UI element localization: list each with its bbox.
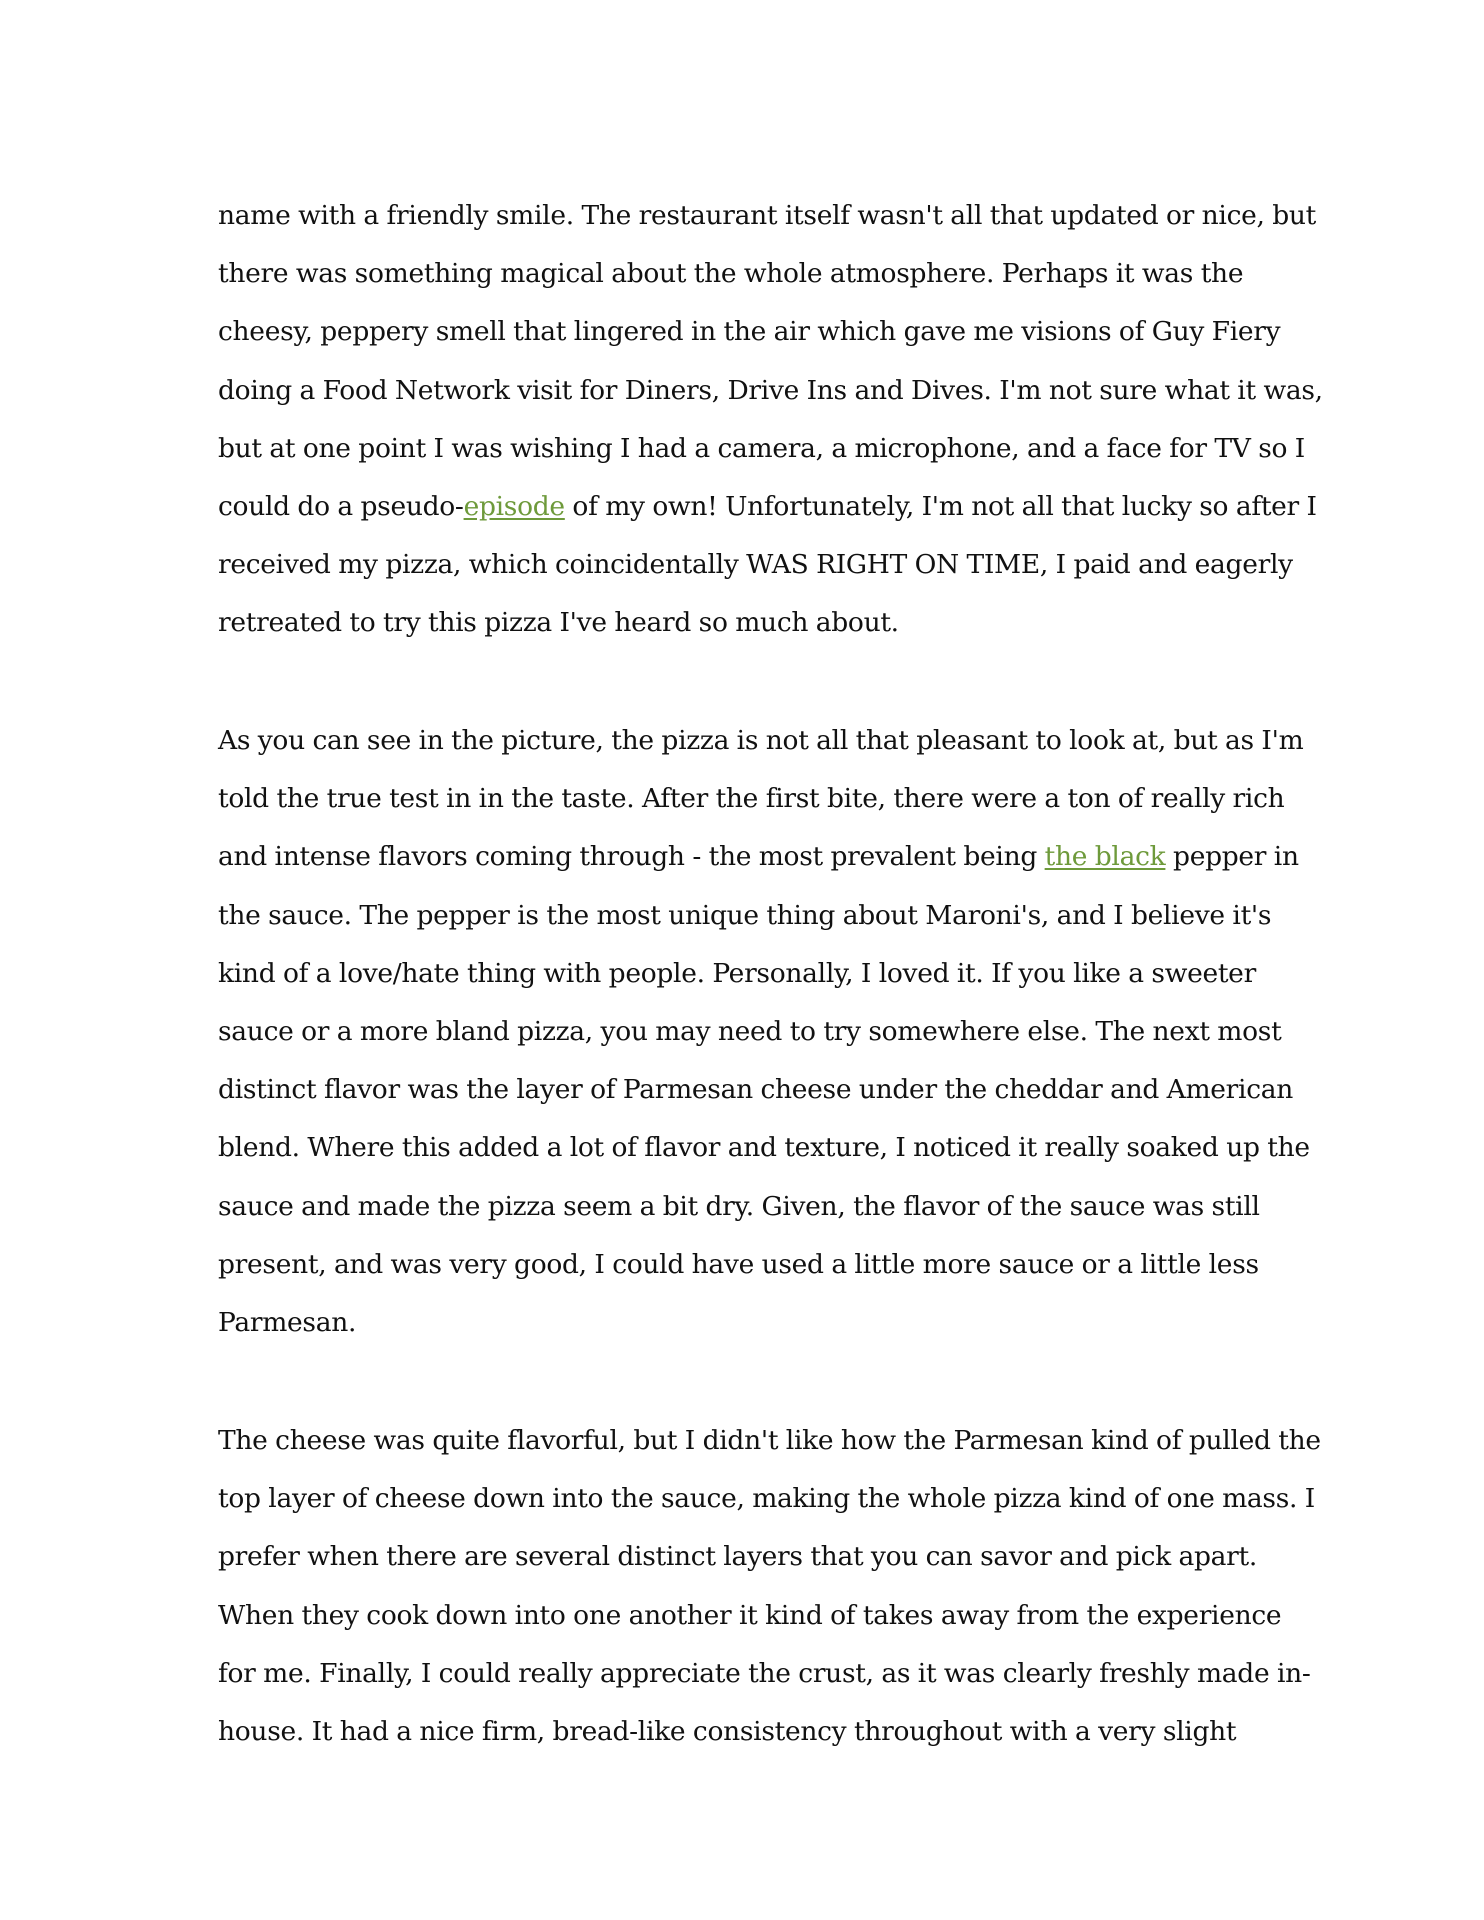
text-line: Parmesan. [218, 1306, 357, 1338]
text-segment: and intense flavors coming through - the most prevalent being [218, 841, 1045, 873]
text-line: cheesy, peppery smell that lingered in the air which gave me visions of Guy Fiery [218, 316, 1281, 348]
text-segment: pepper in [1165, 841, 1299, 873]
text-line: blend. Where this added a lot of flavor and texture, I noticed it really soaked up the [218, 1132, 1310, 1164]
text-line [218, 478, 1317, 536]
text-line: The cheese was quite flavorful, but I didn't like how the Parmesan kind of pulled the [218, 1425, 1321, 1456]
text-line: prefer when there are several distinct layers that you can savor and pick apart. [218, 1541, 1257, 1573]
text-line: doing a Food Network visit for Diners, Drive Ins and Dives. I'm not sure what it was, [218, 374, 1323, 406]
paragraph-1 [218, 187, 1323, 653]
text-line: but at one point I was wishing I had a camera, a microphone, and a face for TV so I [218, 432, 1305, 464]
text-line: As you can see in the picture, the pizza is not all that pleasant to look at, but as I'm [218, 725, 1304, 756]
text-line: told the true test in in the taste. After the first bite, there were a ton of really rich [218, 783, 1285, 815]
episode-link[interactable]: episode [463, 490, 565, 522]
text-line: kind of a love/hate thing with people. Personally, I loved it. If you like a sweeter [218, 957, 1256, 989]
text-line: top layer of cheese down into the sauce, making the whole pizza kind of one mass. I [218, 1483, 1315, 1515]
text-line: sauce or a more bland pizza, you may need to try somewhere else. The next most [218, 1015, 1282, 1047]
the-black-link[interactable]: the black [1044, 841, 1166, 873]
text-line: the sauce. The pepper is the most unique thing about Maroni's, and I believe it's [218, 899, 1272, 931]
text-line: When they cook down into one another it kind of takes away from the experience [218, 1599, 1282, 1631]
text-line: received my pizza, which coincidentally WAS RIGHT ON TIME, I paid and eagerly [218, 549, 1293, 581]
text-line: name with a friendly smile. The restaurant itself wasn't all that updated or nice, but [218, 200, 1317, 231]
text-line: distinct flavor was the layer of Parmesan cheese under the cheddar and American [218, 1074, 1294, 1106]
text-segment: could do a pseudo- [218, 490, 464, 522]
text-line [218, 828, 1299, 886]
text-segment: of my own! Unfortunately, I'm not all that lucky so after I [564, 490, 1317, 522]
text-line: house. It had a nice firm, bread-like consistency throughout with a very slight [218, 1715, 1237, 1747]
text-line: for me. Finally, I could really appreciate the crust, as it was clearly freshly made in- [218, 1657, 1311, 1689]
text-line: sauce and made the pizza seem a bit dry. Given, the flavor of the sauce was still [218, 1190, 1260, 1222]
text-line: present, and was very good, I could have used a little more sauce or a little less [218, 1248, 1259, 1280]
text-line: there was something magical about the whole atmosphere. Perhaps it was the [218, 258, 1244, 290]
paragraph-3 [218, 1412, 1321, 1761]
text-line: retreated to try this pizza I've heard so much about. [218, 607, 899, 639]
paragraph-2 [218, 712, 1310, 1352]
